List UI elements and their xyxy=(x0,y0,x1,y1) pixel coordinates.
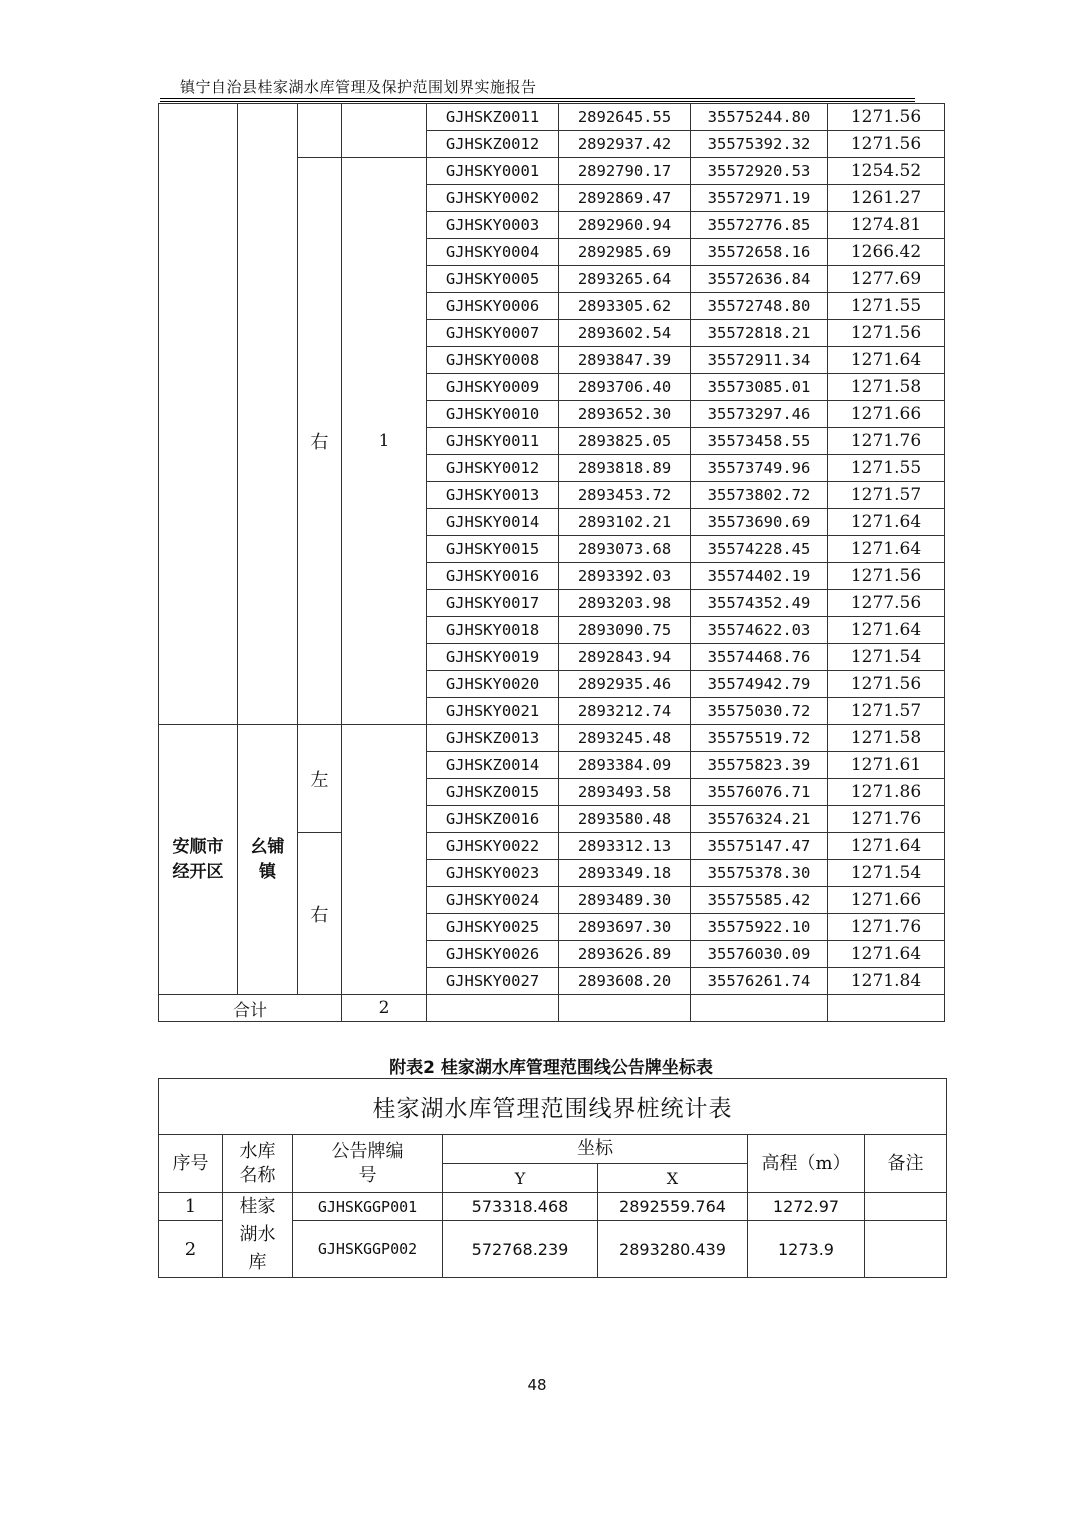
stake-code: GJHSKZ0015 xyxy=(427,779,559,806)
row-code: GJHSKGGP001 xyxy=(293,1193,443,1221)
stake-code: GJHSKY0008 xyxy=(427,347,559,374)
stake-x: 2893847.39 xyxy=(559,347,691,374)
region-label xyxy=(159,725,238,995)
header-rule-secondary xyxy=(160,101,915,102)
stake-elevation: 1271.86 xyxy=(828,779,945,806)
stake-code: GJHSKZ0013 xyxy=(427,725,559,752)
stake-x: 2893312.13 xyxy=(559,833,691,860)
stake-code: GJHSKY0016 xyxy=(427,563,559,590)
stake-x: 2893212.74 xyxy=(559,698,691,725)
stake-elevation: 1271.64 xyxy=(828,536,945,563)
stake-y: 35572658.16 xyxy=(691,239,828,266)
stake-y: 35575823.39 xyxy=(691,752,828,779)
stake-elevation: 1271.55 xyxy=(828,455,945,482)
stake-elevation: 1271.76 xyxy=(828,914,945,941)
row-x: 2892559.764 xyxy=(598,1193,748,1221)
stake-code: GJHSKZ0012 xyxy=(427,131,559,158)
stake-y: 35572636.84 xyxy=(691,266,828,293)
stake-elevation: 1271.54 xyxy=(828,860,945,887)
stake-elevation: 1271.56 xyxy=(828,563,945,590)
row-y: 573318.468 xyxy=(443,1193,598,1221)
header-sign-no xyxy=(293,1135,443,1193)
stake-x: 2893489.30 xyxy=(559,887,691,914)
header-reservoir-text: 水库名称 xyxy=(239,1140,276,1186)
stake-code: GJHSKY0027 xyxy=(427,968,559,995)
stake-x: 2892869.47 xyxy=(559,185,691,212)
stake-y: 35573458.55 xyxy=(691,428,828,455)
stake-code: GJHSKY0022 xyxy=(427,833,559,860)
stake-x: 2893349.18 xyxy=(559,860,691,887)
stake-code: GJHSKY0010 xyxy=(427,401,559,428)
stake-code: GJHSKY0014 xyxy=(427,509,559,536)
stake-x: 2893706.40 xyxy=(559,374,691,401)
stake-y: 35575392.32 xyxy=(691,131,828,158)
stake-x: 2893384.09 xyxy=(559,752,691,779)
region-label-text: 安顺市经开区 xyxy=(172,836,224,882)
stake-elevation: 1271.57 xyxy=(828,482,945,509)
stake-y: 35574352.49 xyxy=(691,590,828,617)
stake-code: GJHSKY0017 xyxy=(427,590,559,617)
side-cell xyxy=(298,104,342,158)
stake-elevation: 1271.64 xyxy=(828,617,945,644)
stake-elevation: 1271.64 xyxy=(828,833,945,860)
stake-code: GJHSKY0001 xyxy=(427,158,559,185)
table-row xyxy=(159,104,945,131)
stake-code: GJHSKY0002 xyxy=(427,185,559,212)
stake-x: 2892645.55 xyxy=(559,104,691,131)
announcement-sign-table xyxy=(158,1078,947,1278)
stake-y: 35572971.19 xyxy=(691,185,828,212)
stake-code: GJHSKZ0014 xyxy=(427,752,559,779)
stake-elevation: 1271.76 xyxy=(828,428,945,455)
stake-y: 35574942.79 xyxy=(691,671,828,698)
stake-x: 2892843.94 xyxy=(559,644,691,671)
stake-elevation: 1277.69 xyxy=(828,266,945,293)
stake-x: 2893652.30 xyxy=(559,401,691,428)
stake-code: GJHSKY0015 xyxy=(427,536,559,563)
stake-elevation: 1271.84 xyxy=(828,968,945,995)
stake-x: 2893305.62 xyxy=(559,293,691,320)
stake-elevation: 1271.58 xyxy=(828,374,945,401)
stake-x: 2893608.20 xyxy=(559,968,691,995)
row-remark xyxy=(865,1193,947,1221)
row-seq: 1 xyxy=(159,1193,223,1221)
stake-code: GJHSKY0012 xyxy=(427,455,559,482)
stake-code: GJHSKY0019 xyxy=(427,644,559,671)
stake-y: 35575147.47 xyxy=(691,833,828,860)
stake-elevation: 1271.56 xyxy=(828,320,945,347)
stake-code: GJHSKZ0016 xyxy=(427,806,559,833)
count-cell xyxy=(342,104,427,158)
stake-x: 2893453.72 xyxy=(559,482,691,509)
stake-x: 2893818.89 xyxy=(559,455,691,482)
header-elevation: 高程（m） xyxy=(748,1135,865,1193)
stake-elevation: 1254.52 xyxy=(828,158,945,185)
stake-y: 35573802.72 xyxy=(691,482,828,509)
stake-elevation: 1271.56 xyxy=(828,671,945,698)
stake-elevation: 1271.64 xyxy=(828,941,945,968)
header-sign-no-text: 公告牌编号 xyxy=(331,1140,404,1186)
stake-y: 35575519.72 xyxy=(691,725,828,752)
appendix-table-caption: 附表2 桂家湖水库管理范围线公告牌坐标表 xyxy=(389,1058,713,1078)
header-remark: 备注 xyxy=(865,1135,947,1193)
row-elevation: 1272.97 xyxy=(748,1193,865,1221)
stake-y: 35575244.80 xyxy=(691,104,828,131)
stake-y: 35576076.71 xyxy=(691,779,828,806)
stake-elevation: 1271.55 xyxy=(828,293,945,320)
stake-x: 2893102.21 xyxy=(559,509,691,536)
stake-code: GJHSKY0023 xyxy=(427,860,559,887)
stake-code: GJHSKY0011 xyxy=(427,428,559,455)
stake-y: 35574402.19 xyxy=(691,563,828,590)
stake-elevation: 1274.81 xyxy=(828,212,945,239)
stake-y: 35574228.45 xyxy=(691,536,828,563)
stake-code: GJHSKY0024 xyxy=(427,887,559,914)
stake-x: 2893265.64 xyxy=(559,266,691,293)
stake-y: 35575030.72 xyxy=(691,698,828,725)
total-empty-cell xyxy=(691,995,828,1022)
stake-code: GJHSKY0026 xyxy=(427,941,559,968)
stake-x: 2893626.89 xyxy=(559,941,691,968)
stake-x: 2892985.69 xyxy=(559,239,691,266)
stake-y: 35572748.80 xyxy=(691,293,828,320)
stake-y: 35573085.01 xyxy=(691,374,828,401)
row-seq: 2 xyxy=(159,1221,223,1278)
town-label-text: 幺铺镇 xyxy=(250,836,285,882)
stake-y: 35575922.10 xyxy=(691,914,828,941)
region-cell-empty xyxy=(159,104,238,725)
stake-code: GJHSKY0009 xyxy=(427,374,559,401)
stake-x: 2893203.98 xyxy=(559,590,691,617)
town-label xyxy=(238,725,298,995)
count-cell xyxy=(342,725,427,995)
header-seq: 序号 xyxy=(159,1135,223,1193)
stake-y: 35574468.76 xyxy=(691,644,828,671)
stake-x: 2893090.75 xyxy=(559,617,691,644)
stake-code: GJHSKY0007 xyxy=(427,320,559,347)
header-coord: 坐标 xyxy=(443,1135,748,1164)
table-title: 桂家湖水库管理范围线界桩统计表 xyxy=(159,1079,947,1135)
stake-elevation: 1271.58 xyxy=(828,725,945,752)
stake-y: 35572818.21 xyxy=(691,320,828,347)
stake-x: 2893245.48 xyxy=(559,725,691,752)
stake-code: GJHSKY0020 xyxy=(427,671,559,698)
stake-y: 35575585.42 xyxy=(691,887,828,914)
total-empty-cell xyxy=(559,995,691,1022)
stake-code: GJHSKY0021 xyxy=(427,698,559,725)
total-empty-cell xyxy=(828,995,945,1022)
stake-y: 35576030.09 xyxy=(691,941,828,968)
stake-elevation: 1266.42 xyxy=(828,239,945,266)
stake-y: 35573297.46 xyxy=(691,401,828,428)
stake-code: GJHSKY0005 xyxy=(427,266,559,293)
total-empty-cell xyxy=(427,995,559,1022)
stake-code: GJHSKY0025 xyxy=(427,914,559,941)
stake-elevation: 1271.57 xyxy=(828,698,945,725)
stake-y: 35573690.69 xyxy=(691,509,828,536)
row-elevation: 1273.9 xyxy=(748,1221,865,1278)
stake-x: 2893697.30 xyxy=(559,914,691,941)
table-row xyxy=(159,725,945,752)
stake-y: 35572920.53 xyxy=(691,158,828,185)
stake-y: 35573749.96 xyxy=(691,455,828,482)
stake-x: 2892790.17 xyxy=(559,158,691,185)
side-label: 右 xyxy=(298,833,342,995)
header-y: Y xyxy=(443,1164,598,1193)
row-remark xyxy=(865,1221,947,1278)
table-row xyxy=(159,995,945,1022)
stake-x: 2893580.48 xyxy=(559,806,691,833)
row-y: 572768.239 xyxy=(443,1221,598,1278)
stake-x: 2893073.68 xyxy=(559,536,691,563)
stake-y: 35572911.34 xyxy=(691,347,828,374)
document-header: 镇宁自治县桂家湖水库管理及保护范围划界实施报告 xyxy=(180,78,537,96)
stake-code: GJHSKY0003 xyxy=(427,212,559,239)
header-x: X xyxy=(598,1164,748,1193)
stake-y: 35576324.21 xyxy=(691,806,828,833)
stake-elevation: 1277.56 xyxy=(828,590,945,617)
stake-elevation: 1271.56 xyxy=(828,104,945,131)
page-number: 48 xyxy=(527,1376,547,1394)
header-rule xyxy=(160,98,915,99)
side-label: 左 xyxy=(298,725,342,833)
boundary-stake-table xyxy=(158,103,945,1022)
reservoir-name xyxy=(223,1193,293,1278)
reservoir-name-text: 桂家湖水库 xyxy=(239,1196,276,1273)
stake-elevation: 1271.66 xyxy=(828,401,945,428)
total-value: 2 xyxy=(342,995,427,1022)
side-label: 右 xyxy=(298,158,342,725)
stake-elevation: 1271.76 xyxy=(828,806,945,833)
stake-code: GJHSKY0013 xyxy=(427,482,559,509)
stake-code: GJHSKY0006 xyxy=(427,293,559,320)
stake-code: GJHSKY0018 xyxy=(427,617,559,644)
stake-elevation: 1271.54 xyxy=(828,644,945,671)
stake-elevation: 1271.64 xyxy=(828,347,945,374)
total-label: 合计 xyxy=(159,995,342,1022)
stake-code: GJHSKZ0011 xyxy=(427,104,559,131)
stake-elevation: 1271.66 xyxy=(828,887,945,914)
header-reservoir xyxy=(223,1135,293,1193)
stake-y: 35576261.74 xyxy=(691,968,828,995)
stake-x: 2893825.05 xyxy=(559,428,691,455)
stake-x: 2892935.46 xyxy=(559,671,691,698)
stake-x: 2893602.54 xyxy=(559,320,691,347)
stake-x: 2892960.94 xyxy=(559,212,691,239)
town-cell-empty xyxy=(238,104,298,725)
stake-x: 2893493.58 xyxy=(559,779,691,806)
stake-y: 35574622.03 xyxy=(691,617,828,644)
stake-y: 35575378.30 xyxy=(691,860,828,887)
stake-code: GJHSKY0004 xyxy=(427,239,559,266)
stake-x: 2893392.03 xyxy=(559,563,691,590)
stake-y: 35572776.85 xyxy=(691,212,828,239)
stake-elevation: 1271.64 xyxy=(828,509,945,536)
count-value: 1 xyxy=(342,158,427,725)
stake-elevation: 1271.61 xyxy=(828,752,945,779)
row-code: GJHSKGGP002 xyxy=(293,1221,443,1278)
stake-elevation: 1261.27 xyxy=(828,185,945,212)
stake-elevation: 1271.56 xyxy=(828,131,945,158)
stake-x: 2892937.42 xyxy=(559,131,691,158)
row-x: 2893280.439 xyxy=(598,1221,748,1278)
